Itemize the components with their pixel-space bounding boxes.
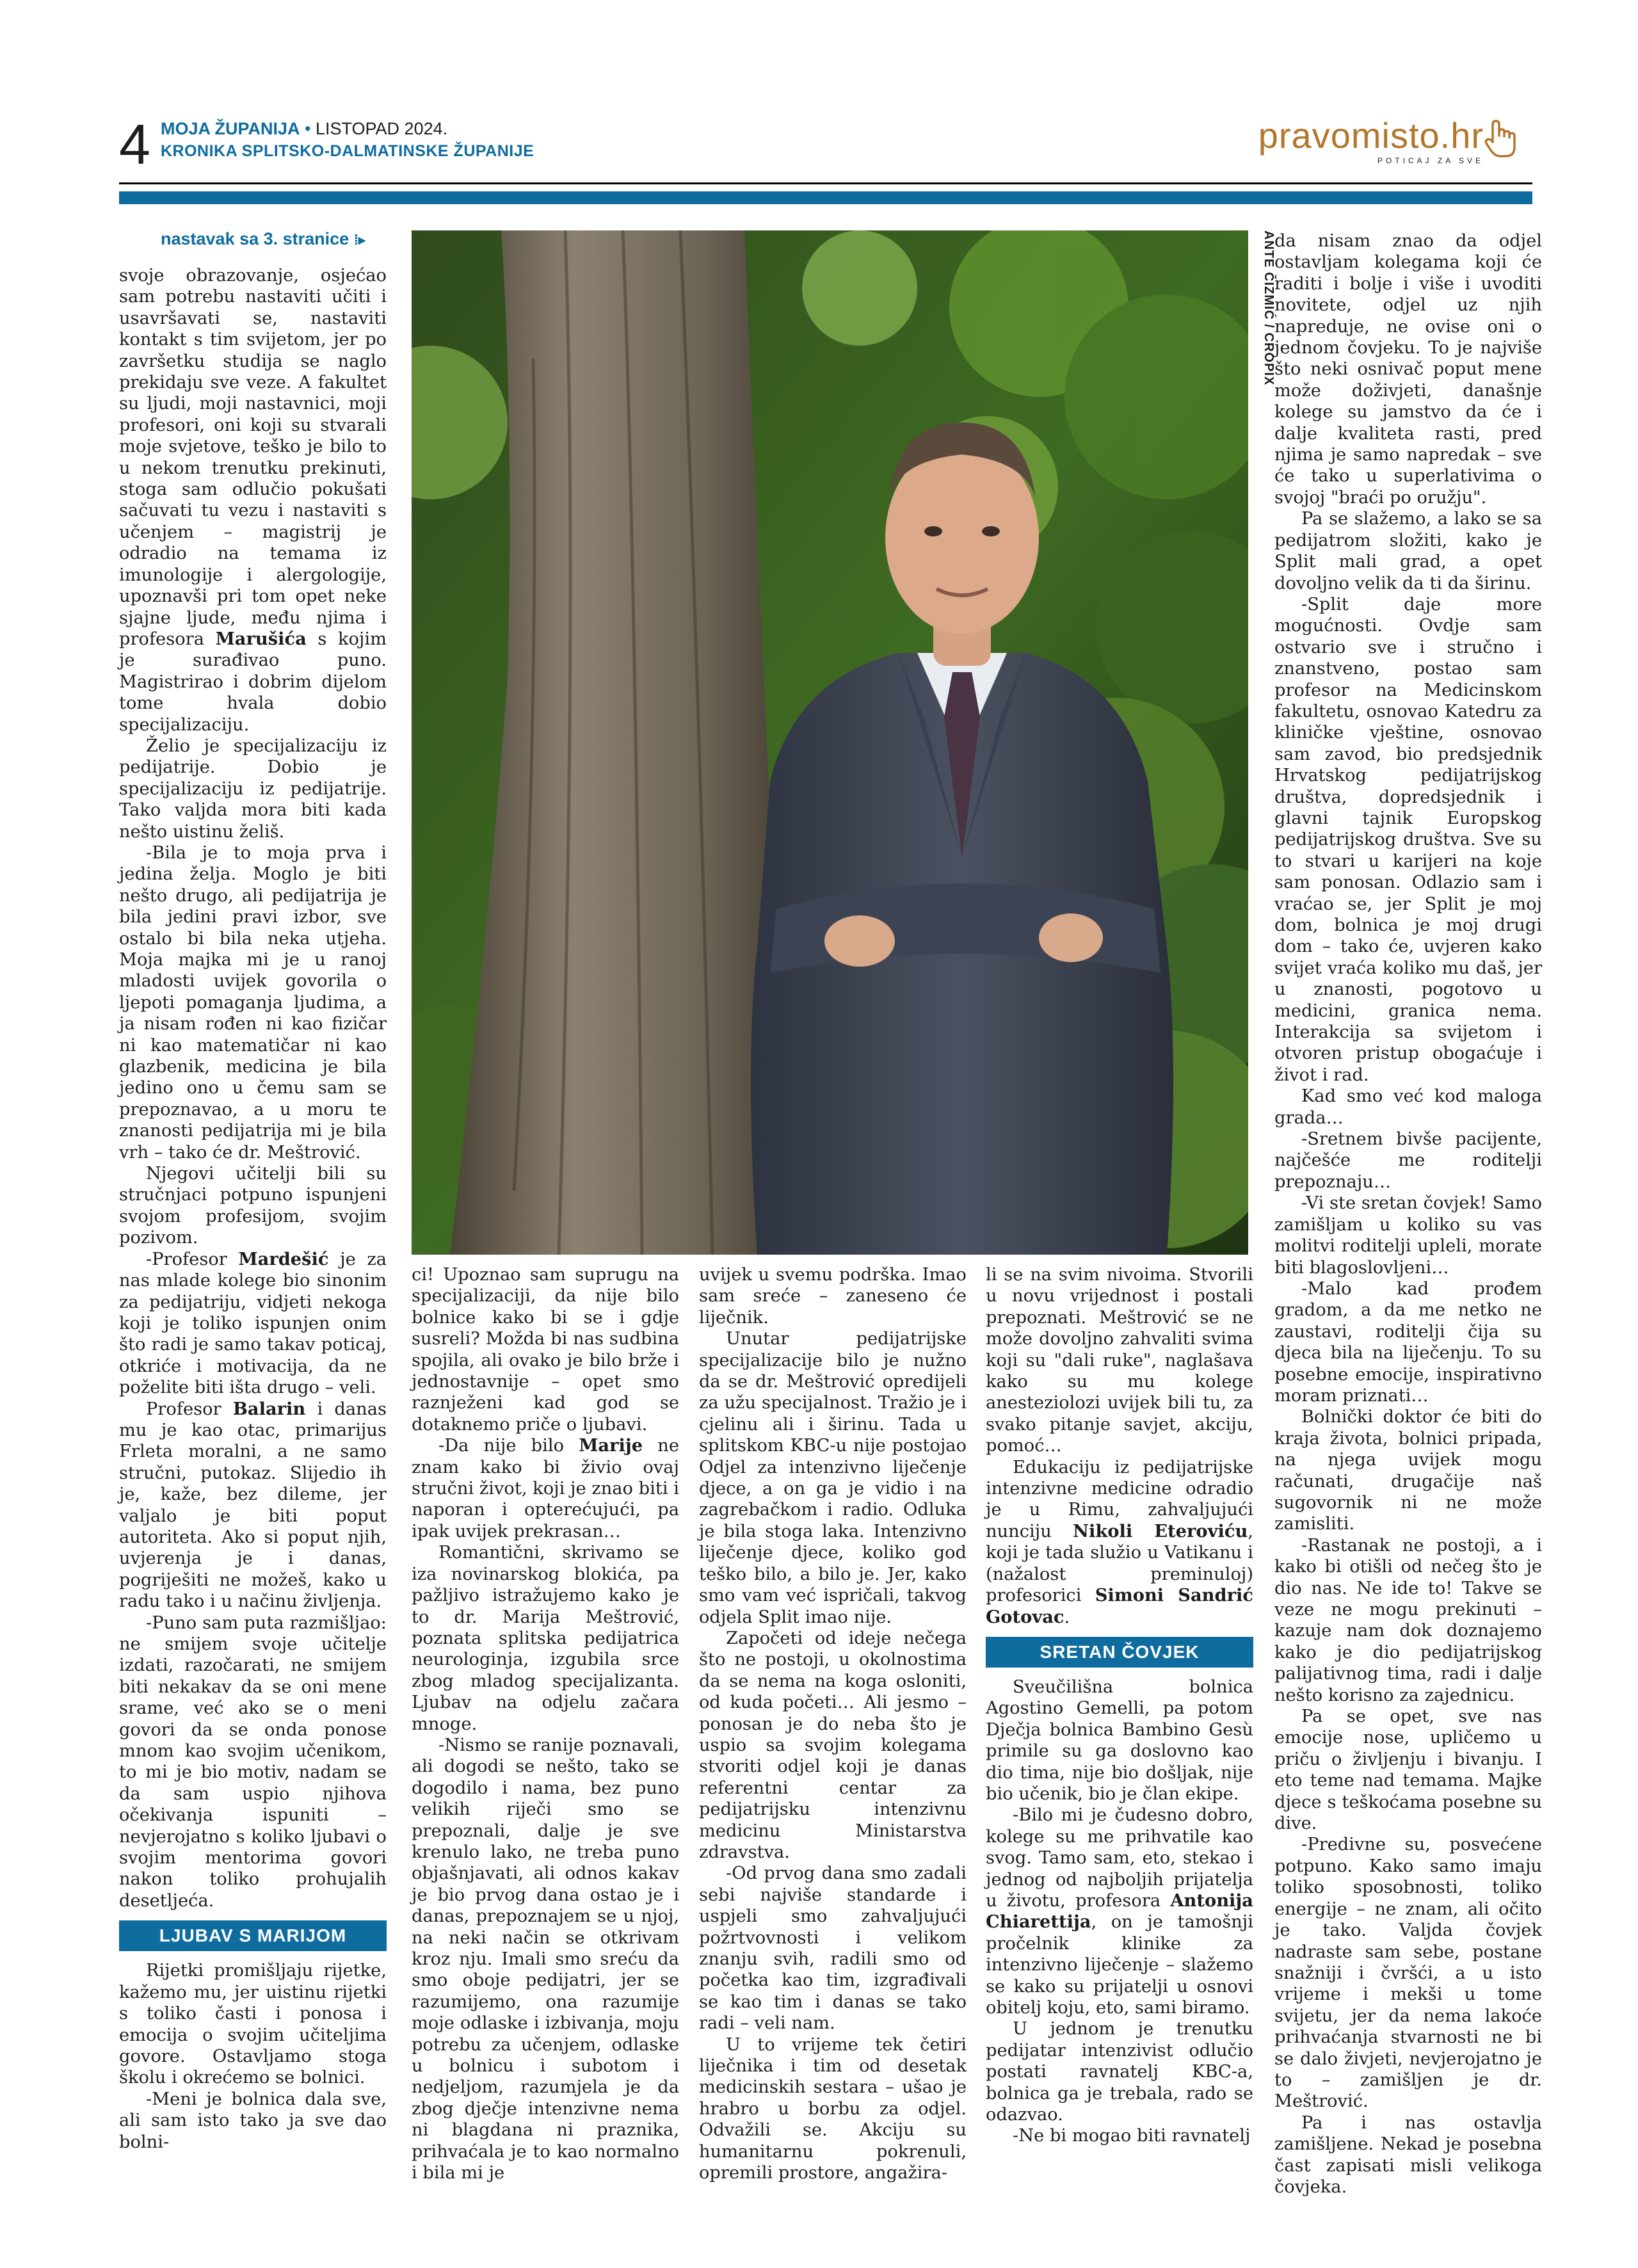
subheading-sretan-covjek: SRETAN ČOVJEK [986, 1637, 1253, 1668]
paragraph: -Puno sam puta razmišljao: ne smijem svoje učitelje izdati, razočarati, ne smijem biti nekakav da se oni mene srame, već ako se o meni govori da se onda ponose mnom kao svojim učenikom, to mi je bio motiv, nadam se da sam uspio njihova očekivanja ispuniti – nevjerojatno s koliko ljubavi o svojim mentorima govori nakon toliko prohujalih desetljeća. [119, 1613, 387, 1911]
paragraph: -Od prvog dana smo zadali sebi najviše standarde i uspjeli smo zahvaljujući požrtvovnosti i velikom znanju svih, radili smo od početka kao tim, izgrađivali se kao tim i danas se tako radi – veli nam. [699, 1863, 967, 2034]
person-name: Antonija Chiarettija [986, 1890, 1253, 1933]
paragraph: -Malo kad prođem gradom, a da me netko ne zaustavi, roditelji čija su djeca bila na liječenju. To su posebne emocije, inspirativno moram priznati… [1274, 1278, 1542, 1406]
paragraph: Edukaciju iz pedijatrijske intenzivne medicine odradio je u Rimu, zahvaljujući nunciju Nikoli Eteroviću, koji je tada služio u Vatikanu i (nažalost preminuloj) profesorici Simoni Sandrić Gotovac. [986, 1457, 1253, 1627]
paragraph: Rijetki promišljaju rijetke, kažemo mu, jer uistinu rijetki s toliko časti i ponosa i emocija o svojim učiteljima govore. Ostavljamo stoga školu i okrećemo se bolnici. [119, 1961, 387, 2088]
photo-credit-text: ANTE ČIZMIĆ / CROPIX [1262, 230, 1276, 386]
page-number: 4 [119, 113, 150, 176]
paragraph: U jednom je trenutku pedijatar intenzivist odlučio postati ravnatelj KBC-a, bolnica ga je trebala, rado se odazvao. [986, 2019, 1253, 2125]
publication-name: MOJA ŽUPANIJA [161, 119, 300, 138]
paragraph: Romantični, skrivamo se iza novinarskog blokića, pa pažljivo istražujemo kako je to dr. Marija Meštrović, poznata splitska pedijatrica neurologinja, izgubila srce zbog mladog specijalizanta. Ljubav na odjelu začara mnoge. [412, 1543, 679, 1734]
paragraph: Želio je specijalizaciju iz pedijatrije. Dobio je specijalizaciju iz pedijatrije. Tako valjda mora biti kada nešto uistinu želiš. [119, 736, 387, 842]
hand-pointer-icon [1484, 119, 1521, 166]
pravomisto-logo[interactable] [1226, 115, 1534, 166]
portrait-photo [412, 230, 1248, 1255]
continuation-note [161, 229, 365, 249]
paragraph: -Rastanak ne postoji, a i kako bi otišli od nečeg što je dio nas. Ne ide to! Takve se veze ne mogu prekinuti – kazuje nam dok doznajemo kako je dio pedijatrijskog palijativnog tima, radi i dalje nešto korisno za zajednicu. [1274, 1535, 1542, 1705]
paragraph: -Profesor Mardešić je za nas mlade kolege bio sinonim za pedijatriju, vidjeti nekoga koji je toliko ispunjen onim što radi je samo takav poticaj, otkriće i motivacija, da ne poželite biti išta drugo – veli. [119, 1248, 387, 1398]
paragraph: -Sretnem bivše pacijente, najčešće me roditelji prepoznaju… [1274, 1129, 1542, 1192]
issue-date: LISTOPAD 2024. [316, 119, 448, 138]
paragraph: da nisam znao da odjel ostavljam kolegama koji će raditi i bolje i više i uvoditi novitete, odjel uz njih napreduje, ne ovise oni o jednom čovjeku. To je najviše što neki osnivač poput mene može doživjeti, današnje kolege su jamstvo da će i dalje kvaliteta rasti, pred njima je samo napredak – sve će tako u superlativima o svojoj "braći po oružju". [1274, 231, 1542, 508]
logo-tagline: POTICAJ ZA SVE [1377, 156, 1484, 165]
subheading-ljubav-s-marijom: LJUBAV S MARIJOM [119, 1920, 387, 1951]
paragraph: U to vrijeme tek četiri liječnika i tim od desetak medicinskih sestara – ušao je hrabro u borbu za odjel. Odvažili se. Akciju su humanitarnu pokrenuli, opremili prostore, angažira- [699, 2034, 967, 2184]
masthead-line [161, 119, 447, 138]
article-column-1 [119, 265, 387, 2153]
paragraph: Započeti od ideje nečega što ne postoji, u okolnostima da se nema na koga osloniti, od kuda početi… Ali jesmo – ponosan je do neba što je uspio sa svojim kolegama stvoriti odjel koji je danas referentni centar za pedijatrijsku intenzivnu medicinu Ministarstva zdravstva. [699, 1628, 967, 1862]
paragraph: -Bilo mi je čudesno dobro, kolege su me prihvatile kao svog. Tamo sam, eto, stekao i jednog od najboljih prijatelja u životu, profesora Antonija Chiarettija, on je tamošnji pročelnik klinike za intenzivno liječenje – slažemo se kako su prijatelji u osnovi obitelj koju, eto, sami biramo. [986, 1805, 1253, 2018]
paragraph: -Da nije bilo Marije ne znam kako bi živio ovaj stručni život, koji je znao biti i naporan i opterećujući, pa ipak uvijek prekrasan… [412, 1435, 679, 1541]
paragraph: -Ne bi mogao biti ravnatelj [1013, 2126, 1251, 2146]
person-name: Simoni Sandrić Gotovac [986, 1585, 1253, 1627]
paragraph: -Split daje more mogućnosti. Ovdje sam ostvario sve i stručno i znanstveno, postao sam profesor na Medicinskom fakultetu, osnovao Katedru za kliničke vještine, osnovao sam zavod, bio predsjednik Hrvatskog pedijatrijskog društva, dopredsjednik i glavni tajnik Europskog pedijatrijskog društva. Sve su to stvari u karijeri na koje sam ponosan. Odlazio sam i vraćao se, jer Split je moj dom, bolnica je moj drugi dom – tako će, uvjeren kako svijet vraća koliko mu daš, jer u znanosti, pogotovo u medicini, granica nema. Interakcija sa svijetom i otvoren pristup obogaćuje i život i rad. [1274, 594, 1542, 1085]
section-subtitle: KRONIKA SPLITSKO-DALMATINSKE ŽUPANIJE [161, 142, 534, 160]
paragraph: Sveučilišna bolnica Agostino Gemelli, pa potom Dječja bolnica Bambino Gesù primile su ga doslovno kao dio tima, nije bio došljak, nije bio učenik, bio je član ekipe. [986, 1677, 1253, 1804]
paragraph: li se na svim nivoima. Stvorili u novu vrijednost i postali prepoznati. Meštrović se ne može dovoljno zahvaliti svima koji su "dali ruke", naglašava kako su mu kolege anesteziolozi uvijek bili tu, za svako pitanje savjet, akciju, pomoć… [986, 1265, 1253, 1456]
logo-text: pravomisto.hr [1258, 115, 1484, 156]
arrow-icon: ⁞▸ [353, 232, 366, 248]
header-rule [119, 182, 1532, 184]
paragraph: -Vi ste sretan čovjek! Samo zamišljam u koliko su vas molitvi roditelji upleli, morate biti blagoslovljeni… [1274, 1193, 1542, 1278]
paragraph: Bolnički doktor će biti do kraja života, bolnici pripada, na njega uvijek mogu računati, drugačije naš sugovornik ni ne može zamisliti. [1274, 1407, 1542, 1534]
bullet: • [305, 119, 311, 138]
continuation-text: nastavak sa 3. stranice [161, 229, 349, 248]
paragraph: svoje obrazovanje, osjećao sam potrebu nastaviti učiti i usavršavati se, nastaviti kontakt s tim svijetom, jer po završetku studija se naglo prekidaju sve veze. A fakultet su ljudi, moji nastavnici, moji profesori, oni koji su stvarali moje svjetove, teško je bilo to u nekom trenutku prekinuti, stoga sam odlučio pokušati sačuvati tu vezu i nastaviti s učenjem – magistrij je odradio na temama iz imunologije i alergologije, upoznavši pri tom opet neke sjajne ljude, među njima i profesora Marušića s kojim je surađivao puno. Magistrirao i dobrim dijelom tome hvala dobio specijalizaciju. [119, 266, 387, 735]
paragraph: ci! Upoznao sam suprugu na specijalizaciji, da nije bilo bolnice kako bi se i gdje susreli? Možda bi nas sudbina spojila, ali ovako je bilo brže i jednostavnije – opet smo raznježeni kad god se dotaknemo priče o ljubavi. [412, 1265, 679, 1435]
paragraph: Unutar pedijatrijske specijalizacije bilo je nužno da se dr. Meštrović opredijeli za užu specijalnost. Tražio je i cjelinu ali i širinu. Tada u splitskom KBC-u nije postojao Odjel za intenzivno liječenje djece, a on ga je vidio i na zagrebačkom i radio. Odluka je bila stoga laka. Intenzivno liječenje djece, koliko god teško bilo, a bilo je. Jer, kako smo vam već ispričali, takvog odjela Split imao nije. [699, 1329, 967, 1627]
person-name: Marušića [215, 628, 307, 649]
paragraph: uvijek u svemu podrška. Imao sam sreće – zaneseno će liječnik. [699, 1265, 967, 1328]
paragraph: -Meni je bolnica dala sve, ali sam isto tako ja sve dao bolni- [119, 2089, 387, 2152]
paragraph: -Nismo se ranije poznavali, ali dogodi se nešto, tako se dogodilo i nama, bez puno velikih riječi smo se prepoznali, dalje je sve krenulo lako, ne treba puno objašnjavati, ali odnos kakav je bio prvog dana ostao je i danas, prepoznajem se u njoj, na neki način se otkrivam kroz nju. Imali smo sreću da smo oboje pedijatri, jer se razumijemo, ona razumije moje odlaske i izbivanja, moju potrebu za učenjem, odlaske u bolnicu i subotom i nedjeljom, razumjela je da zbog dječje intenzivne nema ni blagdana ni praznika, prihvaćala je to kao normalno i bila mi je [412, 1735, 679, 2184]
paragraph: Njegovi učitelji bili su stručnjaci potpuno ispunjeni svojom profesijom, svojim pozivom. [119, 1164, 387, 1248]
person-name: Mardešić [238, 1248, 329, 1269]
article-column-5 [1274, 230, 1542, 2198]
paragraph: -Predivne su, posvećene potpuno. Kako samo imaju toliko sposobnosti, toliko energije – ne znam, ali očito je tako. Valjda čovjek nadraste sam sebe, postane snažniji i čvršći, a u isto vrijeme i mekši u tome svijetu, jer da nema lakoće prihvaćanja stvarnosti ne bi se dalo živjeti, nevjerojatno je to – zamišljen je dr. Meštrović. [1274, 1835, 1542, 2112]
person-name: Nikoli Eteroviću [1073, 1520, 1248, 1541]
paragraph: Kad smo već kod maloga grada… [1274, 1086, 1542, 1128]
article-column-2 [412, 1264, 679, 2184]
paragraph: Pa i nas ostavlja zamišljene. Nekad je posebna čast zapisati misli velikoga čovjeka. [1274, 2112, 1542, 2197]
paragraph: -Bila je to moja prva i jedina želja. Moglo je biti nešto drugo, ali pedijatrija je bila jedini pravi izbor, sve ostalo bi bila neka utjeha. Moja majka mi je u ranoj mladosti uvijek govorila o ljepoti pomaganja ljudima, a ja nisam rođen ni kao fizičar ni kao matematičar ni kao glazbenik, medicina je bila jedino ono u čemu sam se prepoznavao, a u moru te znanosti pedijatrija mi je bila vrh – tako će dr. Meštrović. [119, 842, 387, 1162]
article-column-4 [986, 1264, 1253, 2147]
paragraph: Profesor Balarin i danas mu je kao otac, primarijus Frleta moralni, a ne samo stručni, putokaz. Slijedio ih je, kaže, bez dileme, jer valjalo je biti poput autoriteta. Ako si poput njih, uvjerenja je i danas, pogriješiti ne možeš, kako u radu tako i u načinu življenja. [119, 1398, 387, 1612]
paragraph: Pa se slažemo, a lako se sa pedijatrom složiti, kako je Split mali grad, a opet dovoljno velik da ti da širinu. [1274, 509, 1542, 593]
article-column-3 [699, 1264, 967, 2184]
paragraph: Pa se opet, sve nas emocije nose, upličemo u priču o življenju i bivanju. I eto teme nad temama. Majke djece s teškoćama posebne su dive. [1274, 1707, 1542, 1834]
person-name: Balarin [232, 1398, 306, 1419]
header-blue-bar [119, 191, 1532, 204]
person-name: Marije [579, 1435, 643, 1456]
